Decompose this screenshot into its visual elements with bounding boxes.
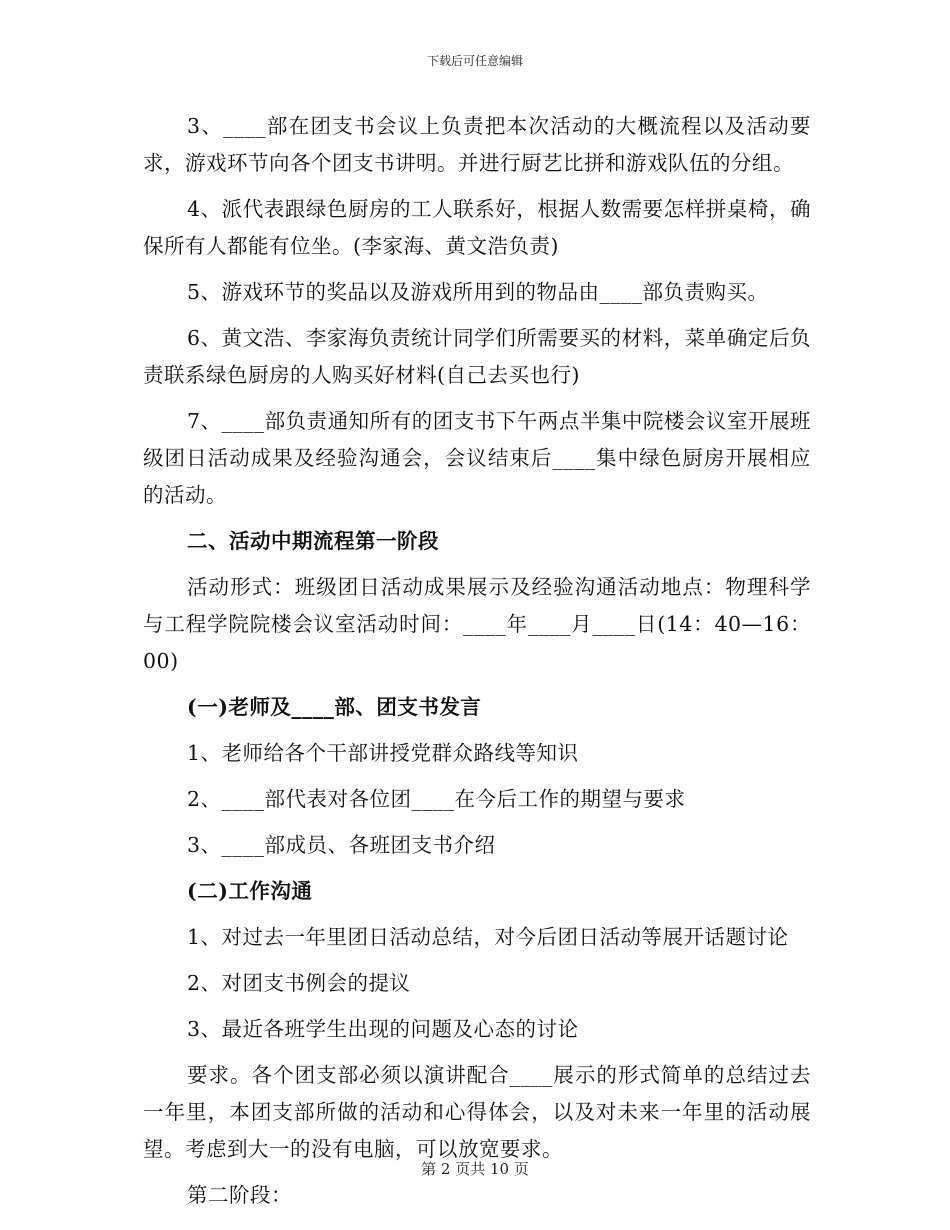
document-body <box>143 108 811 1223</box>
paragraph: 2、____部代表对各位团____在今后工作的期望与要求 <box>187 787 686 811</box>
paragraph: 第二阶段： <box>187 1183 292 1207</box>
paragraph: 2、对团支书例会的提议 <box>187 971 411 995</box>
subsection-heading: (一)老师及____部、团支书发言 <box>187 695 482 719</box>
page-header: 下载后可任意编辑 <box>426 54 523 68</box>
paragraph: 6、黄文浩、李家海负责统计同学们所需要买的材料，菜单确定后负责联系绿色厨房的人购买好材料(自己去买也行) <box>143 326 811 387</box>
paragraph: 活动形式：班级团日活动成果展示及经验沟通活动地点：物理科学与工程学院院楼会议室活动时间：____年____月____日(14：40—16：00) <box>143 575 811 673</box>
subsection-heading: (二)工作沟通 <box>187 879 313 903</box>
paragraph: 1、对过去一年里团日活动总结，对今后团日活动等展开话题讨论 <box>187 925 789 949</box>
paragraph: 3、最近各班学生出现的问题及心态的讨论 <box>187 1017 579 1041</box>
paragraph: 1、老师给各个干部讲授党群众路线等知识 <box>187 741 579 765</box>
paragraph: 4、派代表跟绿色厨房的工人联系好，根据人数需要怎样拼桌椅，确保所有人都能有位坐。(李家海、黄文浩负责) <box>143 197 811 258</box>
section-heading: 二、活动中期流程第一阶段 <box>187 529 439 553</box>
page-footer: 第 2 页共 10 页 <box>421 1160 529 1178</box>
paragraph: 3、____部成员、各班团支书介绍 <box>187 833 496 857</box>
paragraph: 3、____部在团支书会议上负责把本次活动的大概流程以及活动要求，游戏环节向各个团支书讲明。并进行厨艺比拼和游戏队伍的分组。 <box>143 114 811 175</box>
paragraph: 要求。各个团支部必须以演讲配合____展示的形式简单的总结过去一年里，本团支部所做的活动和心得体会，以及对未来一年里的活动展望。考虑到大一的没有电脑，可以放宽要求。 <box>143 1063 811 1161</box>
paragraph: 7、____部负责通知所有的团支书下午两点半集中院楼会议室开展班级团日活动成果及经验沟通会，会议结束后____集中绿色厨房开展相应的活动。 <box>143 409 811 507</box>
paragraph: 5、游戏环节的奖品以及游戏所用到的物品由____部负责购买。 <box>187 280 769 304</box>
